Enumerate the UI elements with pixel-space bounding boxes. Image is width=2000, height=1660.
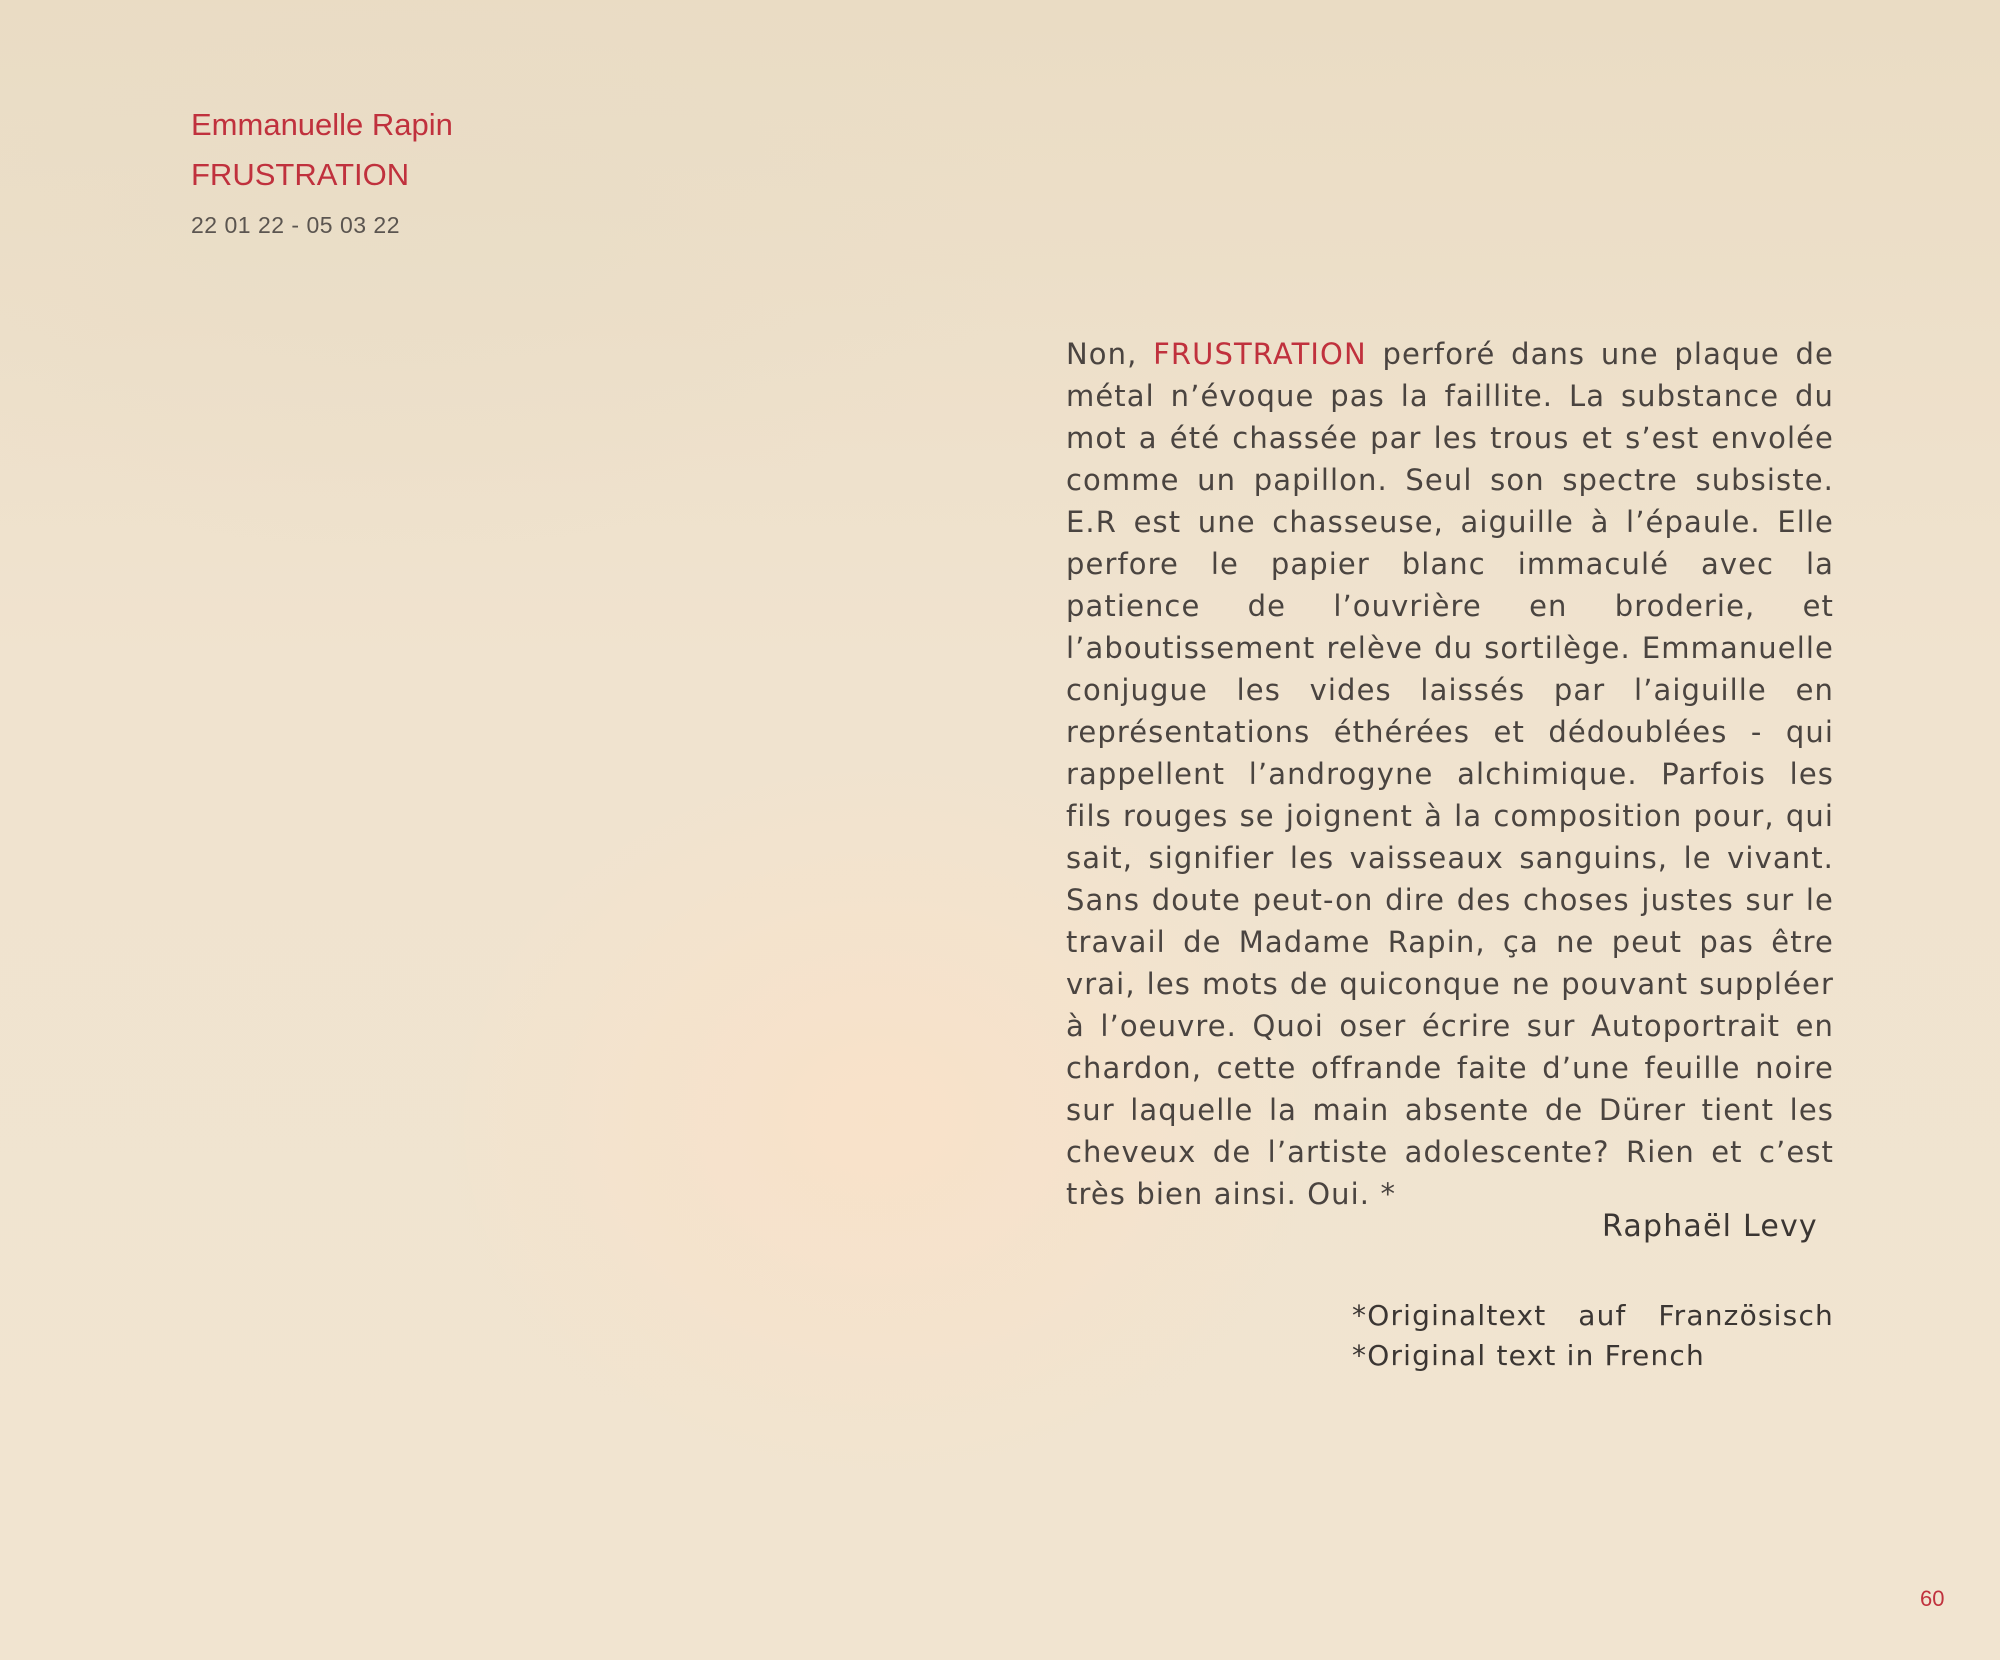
exhibition-dates: 22 01 22 - 05 03 22: [191, 212, 400, 238]
essay-text: [1066, 333, 1834, 1215]
artist-name: Emmanuelle Rapin: [191, 107, 453, 142]
note-german: *Originaltext auf Französisch: [1352, 1299, 1834, 1332]
page-number: 60: [1920, 1586, 1945, 1611]
essay-highlight-word: FRUSTRATION: [1153, 337, 1367, 371]
essay-body: perforé dans une plaque de métal n’évoque pas la faillite. La substance du mot a été chassée par les trous et s’est envolée comme un papillon. Seul son spectre subsiste. E.R est une chasseuse, aiguille à l’épaule. Elle perfore le papier blanc immaculé avec la patience de l’ouvrière en broderie, et l’aboutissement relève du sortilège. Emmanuelle conjugue les vides laissés par l’aiguille en représentations éthérées et dédoublées - qui rappellent l’androgyne alchimique. Parfois les fils rouges se joignent à la composition pour, qui sait, signifier les vaisseaux sanguins, le vivant. Sans doute peut-on dire des choses justes sur le travail de Madame Rapin, ça ne peut pas être vrai, les mots de quiconque ne pouvant suppléer à l’oeuvre. Quoi oser écrire sur Autoportrait en chardon, cette offrande faite d’une feuille noire sur laquelle la main absente de Dürer tient les cheveux de l’artiste adolescente? Rien et c’est très bien ainsi. Oui. *: [1066, 337, 1834, 1211]
translation-notes: [1352, 1296, 1834, 1376]
exhibition-title: FRUSTRATION: [191, 157, 410, 192]
page-header: [191, 100, 453, 239]
author-signature: Raphaël Levy: [1602, 1209, 1818, 1244]
essay-opening: Non,: [1066, 337, 1154, 371]
note-english: *Original text in French: [1352, 1339, 1705, 1372]
